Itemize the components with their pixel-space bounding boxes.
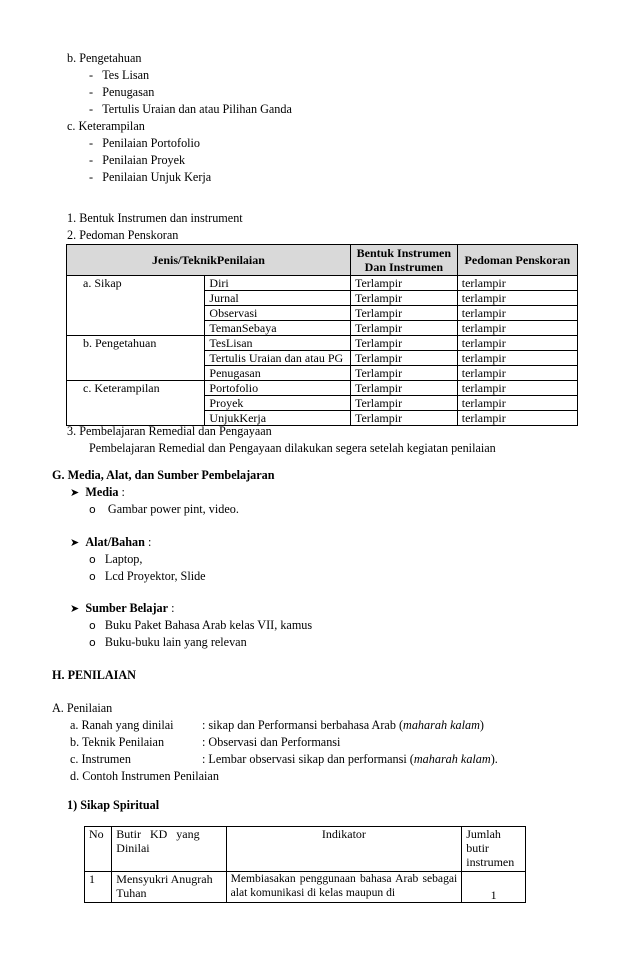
table-cell: terlampir: [457, 396, 577, 411]
penskoran-table: [66, 244, 578, 426]
list-item: o Gambar power pint, video.: [89, 502, 239, 516]
table-cell: terlampir: [457, 411, 577, 426]
table-row: [85, 872, 526, 903]
penilaian-row: d. Contoh Instrumen Penilaian: [70, 769, 219, 783]
table-row: [67, 366, 578, 381]
list-item: o Laptop,: [89, 552, 143, 566]
pengetahuan-label: b. Pengetahuan: [67, 51, 142, 65]
table-cell: Terlampir: [350, 396, 457, 411]
table-cell: terlampir: [457, 336, 577, 351]
list-item: o Lcd Proyektor, Slide: [89, 569, 206, 583]
table-cell: TemanSebaya: [205, 321, 351, 336]
penilaian-row: b. Teknik Penilaian : Observasi dan Performansi: [70, 735, 341, 749]
table-cell: terlampir: [457, 276, 577, 291]
table-cell: terlampir: [457, 381, 577, 396]
table-cell: [67, 306, 205, 321]
arrow-bullet-icon: ➤: [70, 536, 80, 549]
table-row: [67, 381, 578, 396]
table-header: No: [85, 827, 112, 872]
table-cell: Terlampir: [350, 291, 457, 306]
media-heading: ➤ Media :: [70, 485, 125, 499]
remedial-text: Pembelajaran Remedial dan Pengayaan dilakukan segera setelah kegiatan penilaian: [89, 441, 496, 455]
numbered-item: 2. Pedoman Penskoran: [67, 228, 179, 242]
table-cell: Terlampir: [350, 336, 457, 351]
table-cell: [67, 321, 205, 336]
table-cell: Terlampir: [350, 276, 457, 291]
penilaian-sub: A. Penilaian: [52, 701, 113, 715]
remedial-title: 3. Pembelajaran Remedial dan Pengayaan: [67, 424, 272, 438]
table-cell: [67, 396, 205, 411]
table-cell: 1: [462, 872, 526, 903]
table-cell: UnjukKerja: [205, 411, 351, 426]
list-item: - Penilaian Portofolio: [89, 136, 201, 150]
table-cell: [67, 351, 205, 366]
table-row: [67, 276, 578, 291]
table-header: Indikator: [226, 827, 462, 872]
circle-bullet-icon: o: [89, 503, 96, 516]
list-item: - Penugasan: [89, 85, 155, 99]
circle-bullet-icon: o: [89, 570, 96, 583]
alat-heading: ➤ Alat/Bahan :: [70, 535, 152, 549]
table-cell: terlampir: [457, 321, 577, 336]
sikap-title: 1) Sikap Spiritual: [67, 798, 160, 812]
keterampilan-label: c. Keterampilan: [67, 119, 145, 133]
table-cell: Terlampir: [350, 381, 457, 396]
table-row: [67, 336, 578, 351]
arrow-bullet-icon: ➤: [70, 486, 80, 499]
table-cell: Membiasakan penggunaan bahasa Arab sebagai alat komunikasi di kelas maupun di: [226, 872, 462, 903]
table-cell: Jurnal: [205, 291, 351, 306]
sikap-table: [84, 826, 526, 903]
circle-bullet-icon: o: [89, 553, 96, 566]
table-cell: Tertulis Uraian dan atau PG: [205, 351, 351, 366]
list-item: - Penilaian Unjuk Kerja: [89, 170, 212, 184]
table-cell: a. Sikap: [67, 276, 205, 291]
table-row: [67, 291, 578, 306]
table-header: Butir KD yang Dinilai: [112, 827, 226, 872]
table-cell: 1: [85, 872, 112, 903]
table-cell: terlampir: [457, 291, 577, 306]
list-item: - Tertulis Uraian dan atau Pilihan Ganda: [89, 102, 292, 116]
table-cell: Diri: [205, 276, 351, 291]
table-cell: Terlampir: [350, 411, 457, 426]
table-cell: Terlampir: [350, 366, 457, 381]
table-cell: c. Keterampilan: [67, 381, 205, 396]
table-header: Jumlah butir instrumen: [462, 827, 526, 872]
table-cell: Observasi: [205, 306, 351, 321]
circle-bullet-icon: o: [89, 636, 96, 649]
table-cell: Proyek: [205, 396, 351, 411]
table-cell: Terlampir: [350, 321, 457, 336]
table-cell: [67, 366, 205, 381]
section-h-title: H. PENILAIAN: [52, 668, 136, 682]
table-cell: terlampir: [457, 351, 577, 366]
circle-bullet-icon: o: [89, 619, 96, 632]
table-cell: terlampir: [457, 366, 577, 381]
table-cell: b. Pengetahuan: [67, 336, 205, 351]
table-cell: Penugasan: [205, 366, 351, 381]
list-item: o Buku Paket Bahasa Arab kelas VII, kamus: [89, 618, 313, 632]
table-cell: [67, 291, 205, 306]
list-item: - Penilaian Proyek: [89, 153, 186, 167]
numbered-item: 1. Bentuk Instrumen dan instrument: [67, 211, 243, 225]
table-row: [67, 321, 578, 336]
list-item: o Buku-buku lain yang relevan: [89, 635, 247, 649]
table-header: Pedoman Penskoran: [457, 245, 577, 276]
table-row: [67, 351, 578, 366]
table-header: Bentuk Instrumen Dan Instrumen: [350, 245, 457, 276]
table-row: [67, 306, 578, 321]
table-cell: TesLisan: [205, 336, 351, 351]
table-cell: Terlampir: [350, 351, 457, 366]
section-g-title: G. Media, Alat, dan Sumber Pembelajaran: [52, 468, 275, 482]
table-cell: Portofolio: [205, 381, 351, 396]
table-cell: Mensyukri Anugrah Tuhan: [112, 872, 226, 903]
penilaian-row: a. Ranah yang dinilai : sikap dan Performansi berbahasa Arab (maharah kalam): [70, 718, 484, 732]
arrow-bullet-icon: ➤: [70, 602, 80, 615]
penilaian-row: c. Instrumen : Lembar observasi sikap dan performansi (maharah kalam).: [70, 752, 498, 766]
table-row: [67, 396, 578, 411]
table-cell: terlampir: [457, 306, 577, 321]
table-header-row: [67, 245, 578, 276]
sumber-heading: ➤ Sumber Belajar :: [70, 601, 175, 615]
list-item: - Tes Lisan: [89, 68, 150, 82]
table-cell: Terlampir: [350, 306, 457, 321]
table-header: Jenis/TeknikPenilaian: [67, 245, 351, 276]
table-header-row: [85, 827, 526, 872]
